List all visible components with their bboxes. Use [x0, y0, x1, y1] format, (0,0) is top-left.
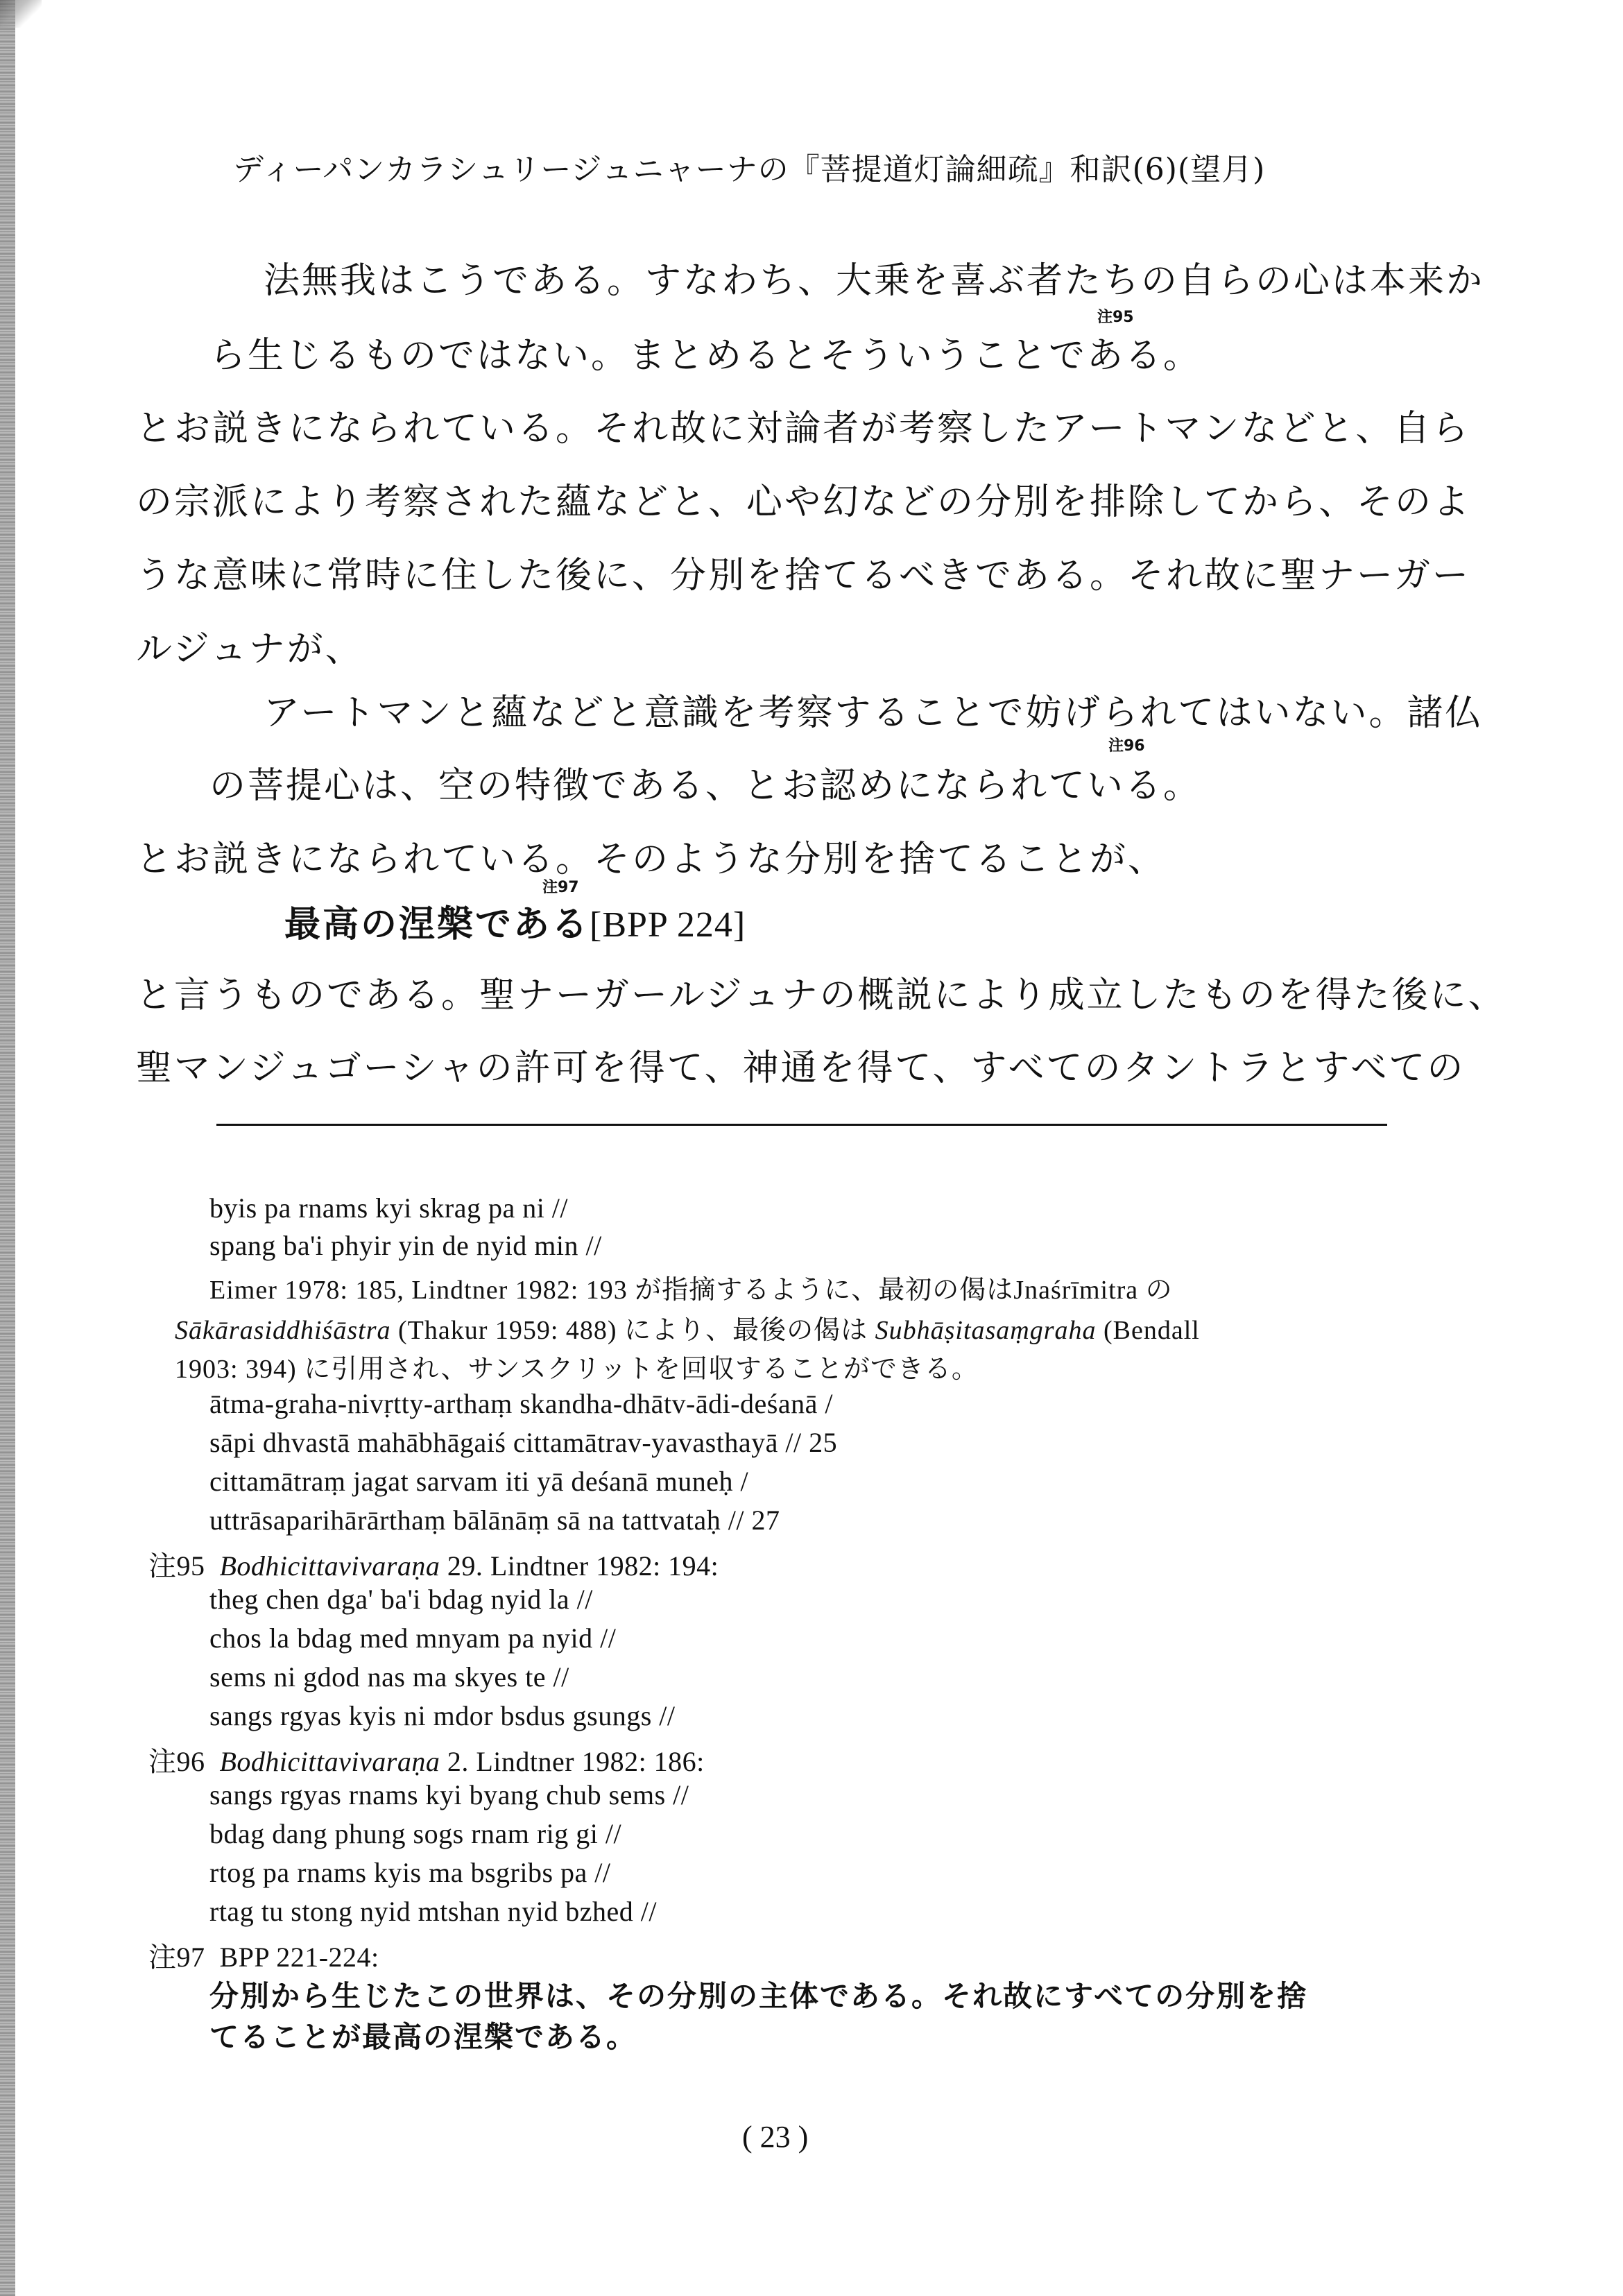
footnote-line: bdag dang phung sogs rnam rig gi //	[209, 1818, 622, 1849]
paragraph-1-line-3: うな意味に常時に住した後に、分別を捨てるべきである。それ故に聖ナーガー	[136, 555, 1470, 597]
footnote-rule	[216, 1124, 1387, 1126]
footnote-96-heading	[148, 1740, 705, 1779]
quote-3-citation: [BPP 224]	[590, 905, 746, 945]
work-title: Subhāṣitasaṃgraha	[875, 1316, 1097, 1345]
quote-3-text: 最高の涅槃である	[284, 903, 590, 945]
footnote-line: 分別から生じたこの世界は、その分別の主体である。それ故にすべての分別を捨	[209, 1979, 1308, 2013]
footnote-line: chos la bdag med mnyam pa nyid //	[209, 1622, 617, 1654]
quote-1-line-1: 法無我はこうである。すなわち、大乗を喜ぶ者たちの自らの心は本来か	[264, 260, 1485, 302]
paragraph-3-line-1: と言うものである。聖ナーガールジュナの概説により成立したものを得た後に、	[136, 975, 1506, 1016]
scan-edge	[0, 0, 15, 2296]
page-number: ( 23 )	[742, 2120, 809, 2154]
footnote-line: 1903: 394) に引用され、サンスクリットを回収することができる。	[175, 1355, 979, 1384]
paragraph-1-line-2: の宗派により考察された蘊などと、心や幻などの分別を排除してから、そのよ	[136, 481, 1472, 523]
footnote-line: てることが最高の涅槃である。	[209, 2020, 637, 2054]
quote-2-line-2: の菩提心は、空の特徴である、とお認めになられている。	[209, 765, 1202, 807]
work-title: Bodhicittavivaraṇa	[219, 1746, 440, 1777]
footnote-line	[175, 1308, 1200, 1346]
footnote-97-heading	[148, 1935, 379, 1975]
paragraph-3-line-2: 聖マンジュゴーシャの許可を得て、神通を得て、すべてのタントラとすべての	[136, 1047, 1466, 1089]
footnote-text: 29. Lindtner 1982: 194:	[440, 1550, 719, 1582]
paragraph-1-line-1: とお説きになられている。それ故に対論者が考察したアートマンなどと、自ら	[136, 408, 1470, 449]
footnote-label: 注96	[148, 1746, 205, 1777]
quote-3	[284, 895, 746, 947]
work-title: Bodhicittavivaraṇa	[219, 1550, 440, 1582]
scan-corner	[0, 0, 42, 28]
footnote-label: 注95	[148, 1550, 205, 1582]
footnote-line: spang ba'i phyir yin de nyid min //	[209, 1230, 602, 1261]
paragraph-2-line-1: とお説きになられている。そのような分別を捨てることが、	[136, 839, 1167, 880]
footnote-line: sangs rgyas rnams kyi byang chub sems //	[209, 1779, 689, 1810]
footnote-line: rtag tu stong nyid mtshan nyid bzhed //	[209, 1896, 657, 1927]
footnote-line: ātma-graha-nivṛtty-arthaṃ skandha-dhātv-ādi-deśanā /	[209, 1388, 833, 1419]
footnote-95-heading	[148, 1544, 719, 1584]
footnote-line: sems ni gdod nas ma skyes te //	[209, 1661, 569, 1693]
footnote-text: (Thakur 1959: 488) により、最後の偈は	[390, 1316, 875, 1345]
paragraph-1-line-4: ルジュナが、	[136, 628, 363, 670]
running-title: ディーパンカラシュリージュニャーナの『菩提道灯論細疏』和訳(6)(望月)	[233, 152, 1266, 187]
quote-2-line-1: アートマンと蘊などと意識を考察することで妨げられてはいない。諸仏	[264, 692, 1484, 734]
footnote-line: sangs rgyas kyis ni mdor bsdus gsungs //	[209, 1700, 676, 1731]
work-title: Sākārasiddhiśāstra	[175, 1316, 391, 1345]
note-ref-95: 注95	[1097, 309, 1134, 326]
note-ref-97: 注97	[542, 879, 579, 896]
footnote-line: Eimer 1978: 185, Lindtner 1982: 193 が指摘するように、最初の偈はJnaśrīmitra の	[209, 1276, 1173, 1305]
footnote-line: theg chen dga' ba'i bdag nyid la //	[209, 1584, 593, 1615]
footnote-text: (Bendall	[1096, 1316, 1200, 1345]
footnote-line: cittamātraṃ jagat sarvam iti yā deśanā muneḥ /	[209, 1466, 749, 1497]
footnote-line: byis pa rnams kyi skrag pa ni //	[209, 1192, 569, 1224]
note-ref-96: 注96	[1108, 737, 1145, 755]
footnote-text: BPP 221-224:	[219, 1942, 379, 1973]
footnote-line: uttrāsaparihārārthaṃ bālānāṃ sā na tattvataḥ // 27	[209, 1505, 780, 1536]
footnote-line: sāpi dhvastā mahābhāgaiś cittamātrav-yavasthayā // 25	[209, 1427, 838, 1458]
footnote-line: rtog pa rnams kyis ma bsgribs pa //	[209, 1857, 611, 1888]
footnote-text: 2. Lindtner 1982: 186:	[440, 1746, 705, 1777]
footnote-label: 注97	[148, 1942, 205, 1973]
quote-1-line-2: ら生じるものではない。まとめるとそういうことである。	[209, 335, 1202, 377]
